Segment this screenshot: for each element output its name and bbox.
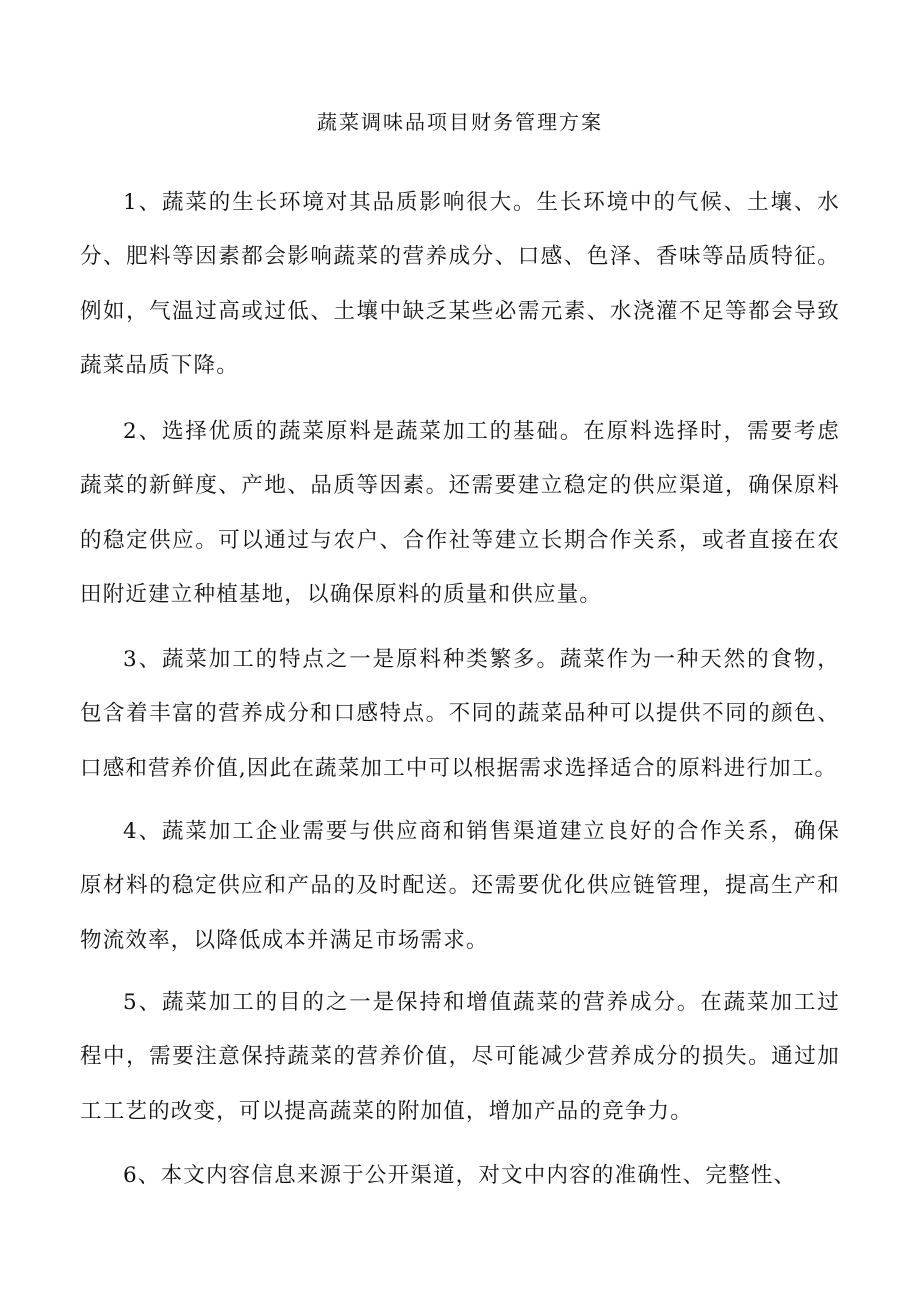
paragraph-2: 2、选择优质的蔬菜原料是蔬菜加工的基础。在原料选择时，需要考虑蔬菜的新鲜度、产地、品质等因素。还需要建立稳定的供应渠道，确保原料的稳定供应。可以通过与农户、合作社等建立长期合作关系，或者直接在农田附近建立种植基地，以确保原料的质量和供应量。	[80, 418, 840, 607]
paragraph-6: 6、本文内容信息来源于公开渠道，对文中内容的准确性、完整性、	[123, 1162, 797, 1188]
document-title: 蔬菜调味品项目财务管理方案	[317, 110, 603, 134]
paragraph-4: 4、蔬菜加工企业需要与供应商和销售渠道建立良好的合作关系，确保原材料的稳定供应和产品的及时配送。还需要优化供应链管理，提高生产和物流效率，以降低成本并满足市场需求。	[80, 818, 840, 953]
paragraph-1: 1、蔬菜的生长环境对其品质影响很大。生长环境中的气候、土壤、水分、肥料等因素都会影响蔬菜的营养成分、口感、色泽、香味等品质特征。例如，气温过高或过低、土壤中缺乏某些必需元素、水浇灌不足等都会导致蔬菜品质下降。	[80, 189, 840, 378]
paragraph-5: 5、蔬菜加工的目的之一是保持和增值蔬菜的营养成分。在蔬菜加工过程中，需要注意保持蔬菜的营养价值，尽可能减少营养成分的损失。通过加工工艺的改变，可以提高蔬菜的附加值，增加产品的竞争力。	[80, 989, 840, 1124]
paragraph-3: 3、蔬菜加工的特点之一是原料种类繁多。蔬菜作为一种天然的食物，包含着丰富的营养成分和口感特点。不同的蔬菜品种可以提供不同的颜色、口感和营养价值,因此在蔬菜加工中可以根据需求选择适合的原料进行加工。	[80, 646, 840, 781]
